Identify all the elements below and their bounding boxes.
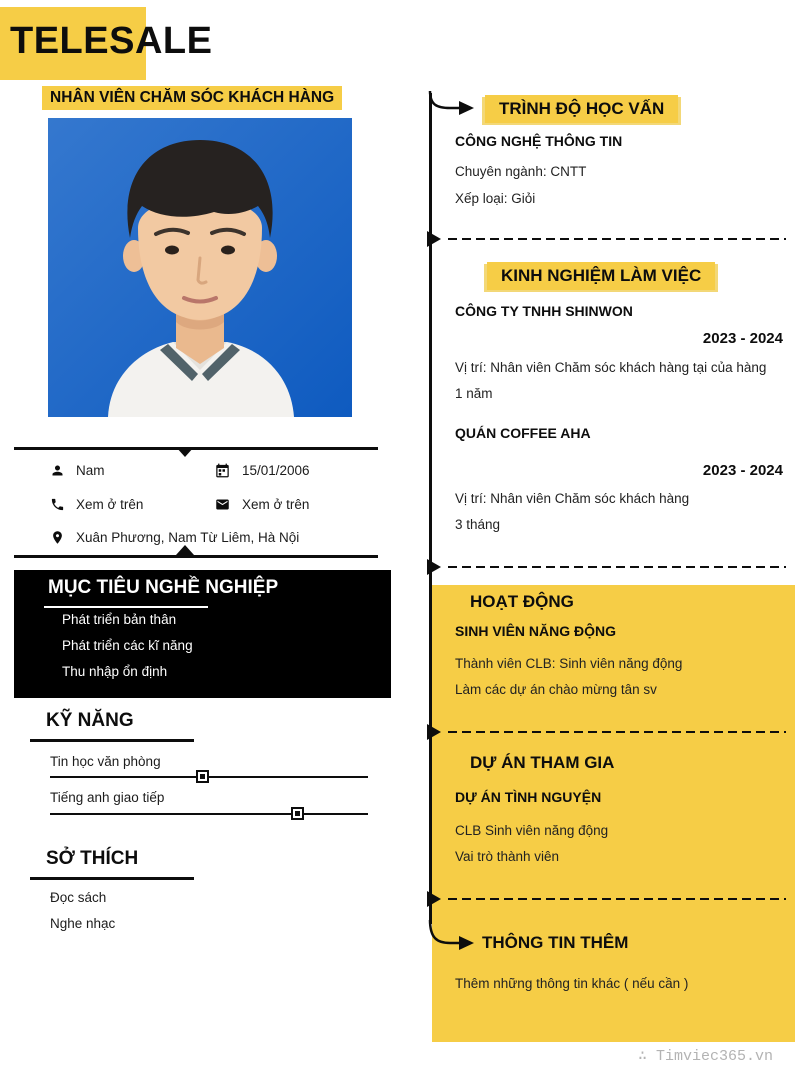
site-watermark: ∴ Timviec365.vn — [638, 1048, 774, 1065]
phone-icon — [50, 497, 65, 512]
hobbies-underline — [30, 877, 194, 880]
job-line: Vị trí: Nhân viên Chăm sóc khách hàng — [455, 491, 690, 506]
activities-subtitle: SINH VIÊN NĂNG ĐỘNG — [455, 623, 617, 639]
job-line: Vị trí: Nhân viên Chăm sóc khách hàng tại của hàng — [455, 360, 767, 375]
section-separator — [448, 566, 786, 568]
experience-title: KINH NGHIỆM LÀM VIỆC — [487, 262, 715, 290]
objective-section — [14, 570, 391, 698]
timeline-marker — [427, 559, 441, 575]
activities-line: Thành viên CLB: Sinh viên năng động — [455, 656, 683, 671]
timeline-marker — [427, 724, 441, 740]
objective-underline — [44, 606, 208, 608]
education-line: Xếp loại: Giỏi — [455, 191, 536, 206]
divider-arrow-down — [176, 447, 194, 457]
timeline-marker — [427, 891, 441, 907]
job-period: 2023 - 2024 — [702, 462, 783, 479]
activities-title: HOẠT ĐỘNG — [470, 592, 574, 611]
timeline-arrow-top — [428, 91, 478, 122]
skill-slider-handle[interactable] — [196, 770, 209, 783]
objective-item: Phát triển các kĩ năng — [62, 638, 193, 653]
yellow-background-block — [432, 585, 795, 1042]
activities-line: Làm các dự án chào mừng tân sv — [455, 682, 657, 697]
hobbies-title: SỞ THÍCH — [46, 848, 139, 869]
education-title: TRÌNH ĐỘ HỌC VẤN — [485, 95, 678, 123]
skills-underline — [30, 739, 194, 742]
job-line: 3 tháng — [455, 517, 501, 532]
projects-line: CLB Sinh viên năng động — [455, 823, 609, 838]
page-title: TELESALE — [10, 20, 213, 62]
skill-label: Tiếng anh giao tiếp — [50, 790, 165, 805]
objective-title: MỤC TIÊU NGHỀ NGHIỆP — [48, 577, 279, 598]
timeline-arrow-bottom — [428, 920, 478, 957]
address-value: Xuân Phương, Nam Từ Liêm, Hà Nội — [76, 530, 300, 545]
mail-icon — [215, 497, 230, 512]
calendar-icon — [215, 463, 230, 478]
user-icon — [50, 463, 65, 478]
location-pin-icon — [50, 530, 65, 545]
info-divider-top — [14, 447, 378, 450]
dob-value: 15/01/2006 — [242, 463, 310, 478]
skill-label: Tin học văn phòng — [50, 754, 161, 769]
objective-item: Thu nhập ổn định — [62, 664, 168, 679]
projects-line: Vai trò thành viên — [455, 849, 560, 864]
skill-slider-handle[interactable] — [291, 807, 304, 820]
profile-photo — [48, 118, 352, 417]
skill-slider[interactable] — [50, 776, 368, 778]
additional-title: THÔNG TIN THÊM — [482, 933, 629, 952]
job-company: CÔNG TY TNHH SHINWON — [455, 303, 633, 319]
skill-slider[interactable] — [50, 813, 368, 815]
job-company: QUÁN COFFEE AHA — [455, 425, 591, 441]
job-subtitle: NHÂN VIÊN CHĂM SÓC KHÁCH HÀNG — [42, 86, 342, 110]
additional-line: Thêm những thông tin khác ( nếu cần ) — [455, 976, 689, 991]
hobby-item: Nghe nhạc — [50, 916, 116, 931]
section-separator — [448, 898, 786, 900]
education-school: CÔNG NGHỆ THÔNG TIN — [455, 133, 623, 149]
projects-subtitle: DỰ ÁN TÌNH NGUYỆN — [455, 789, 602, 805]
section-separator — [448, 731, 786, 733]
timeline-line — [429, 93, 432, 924]
timeline-marker — [427, 231, 441, 247]
job-period: 2023 - 2024 — [702, 330, 783, 347]
divider-arrow-up — [176, 545, 194, 555]
section-separator — [448, 238, 786, 240]
hobby-item: Đọc sách — [50, 890, 107, 905]
portrait-illustration — [48, 118, 352, 417]
gender-value: Nam — [76, 463, 105, 478]
info-divider-bottom — [14, 555, 378, 558]
objective-item: Phát triển bản thân — [62, 612, 177, 627]
phone-value: Xem ở trên — [76, 497, 144, 512]
skills-title: KỸ NĂNG — [46, 710, 134, 731]
projects-title: DỰ ÁN THAM GIA — [470, 753, 615, 772]
job-line: 1 năm — [455, 386, 493, 401]
email-value: Xem ở trên — [242, 497, 310, 512]
education-line: Chuyên ngành: CNTT — [455, 164, 587, 179]
